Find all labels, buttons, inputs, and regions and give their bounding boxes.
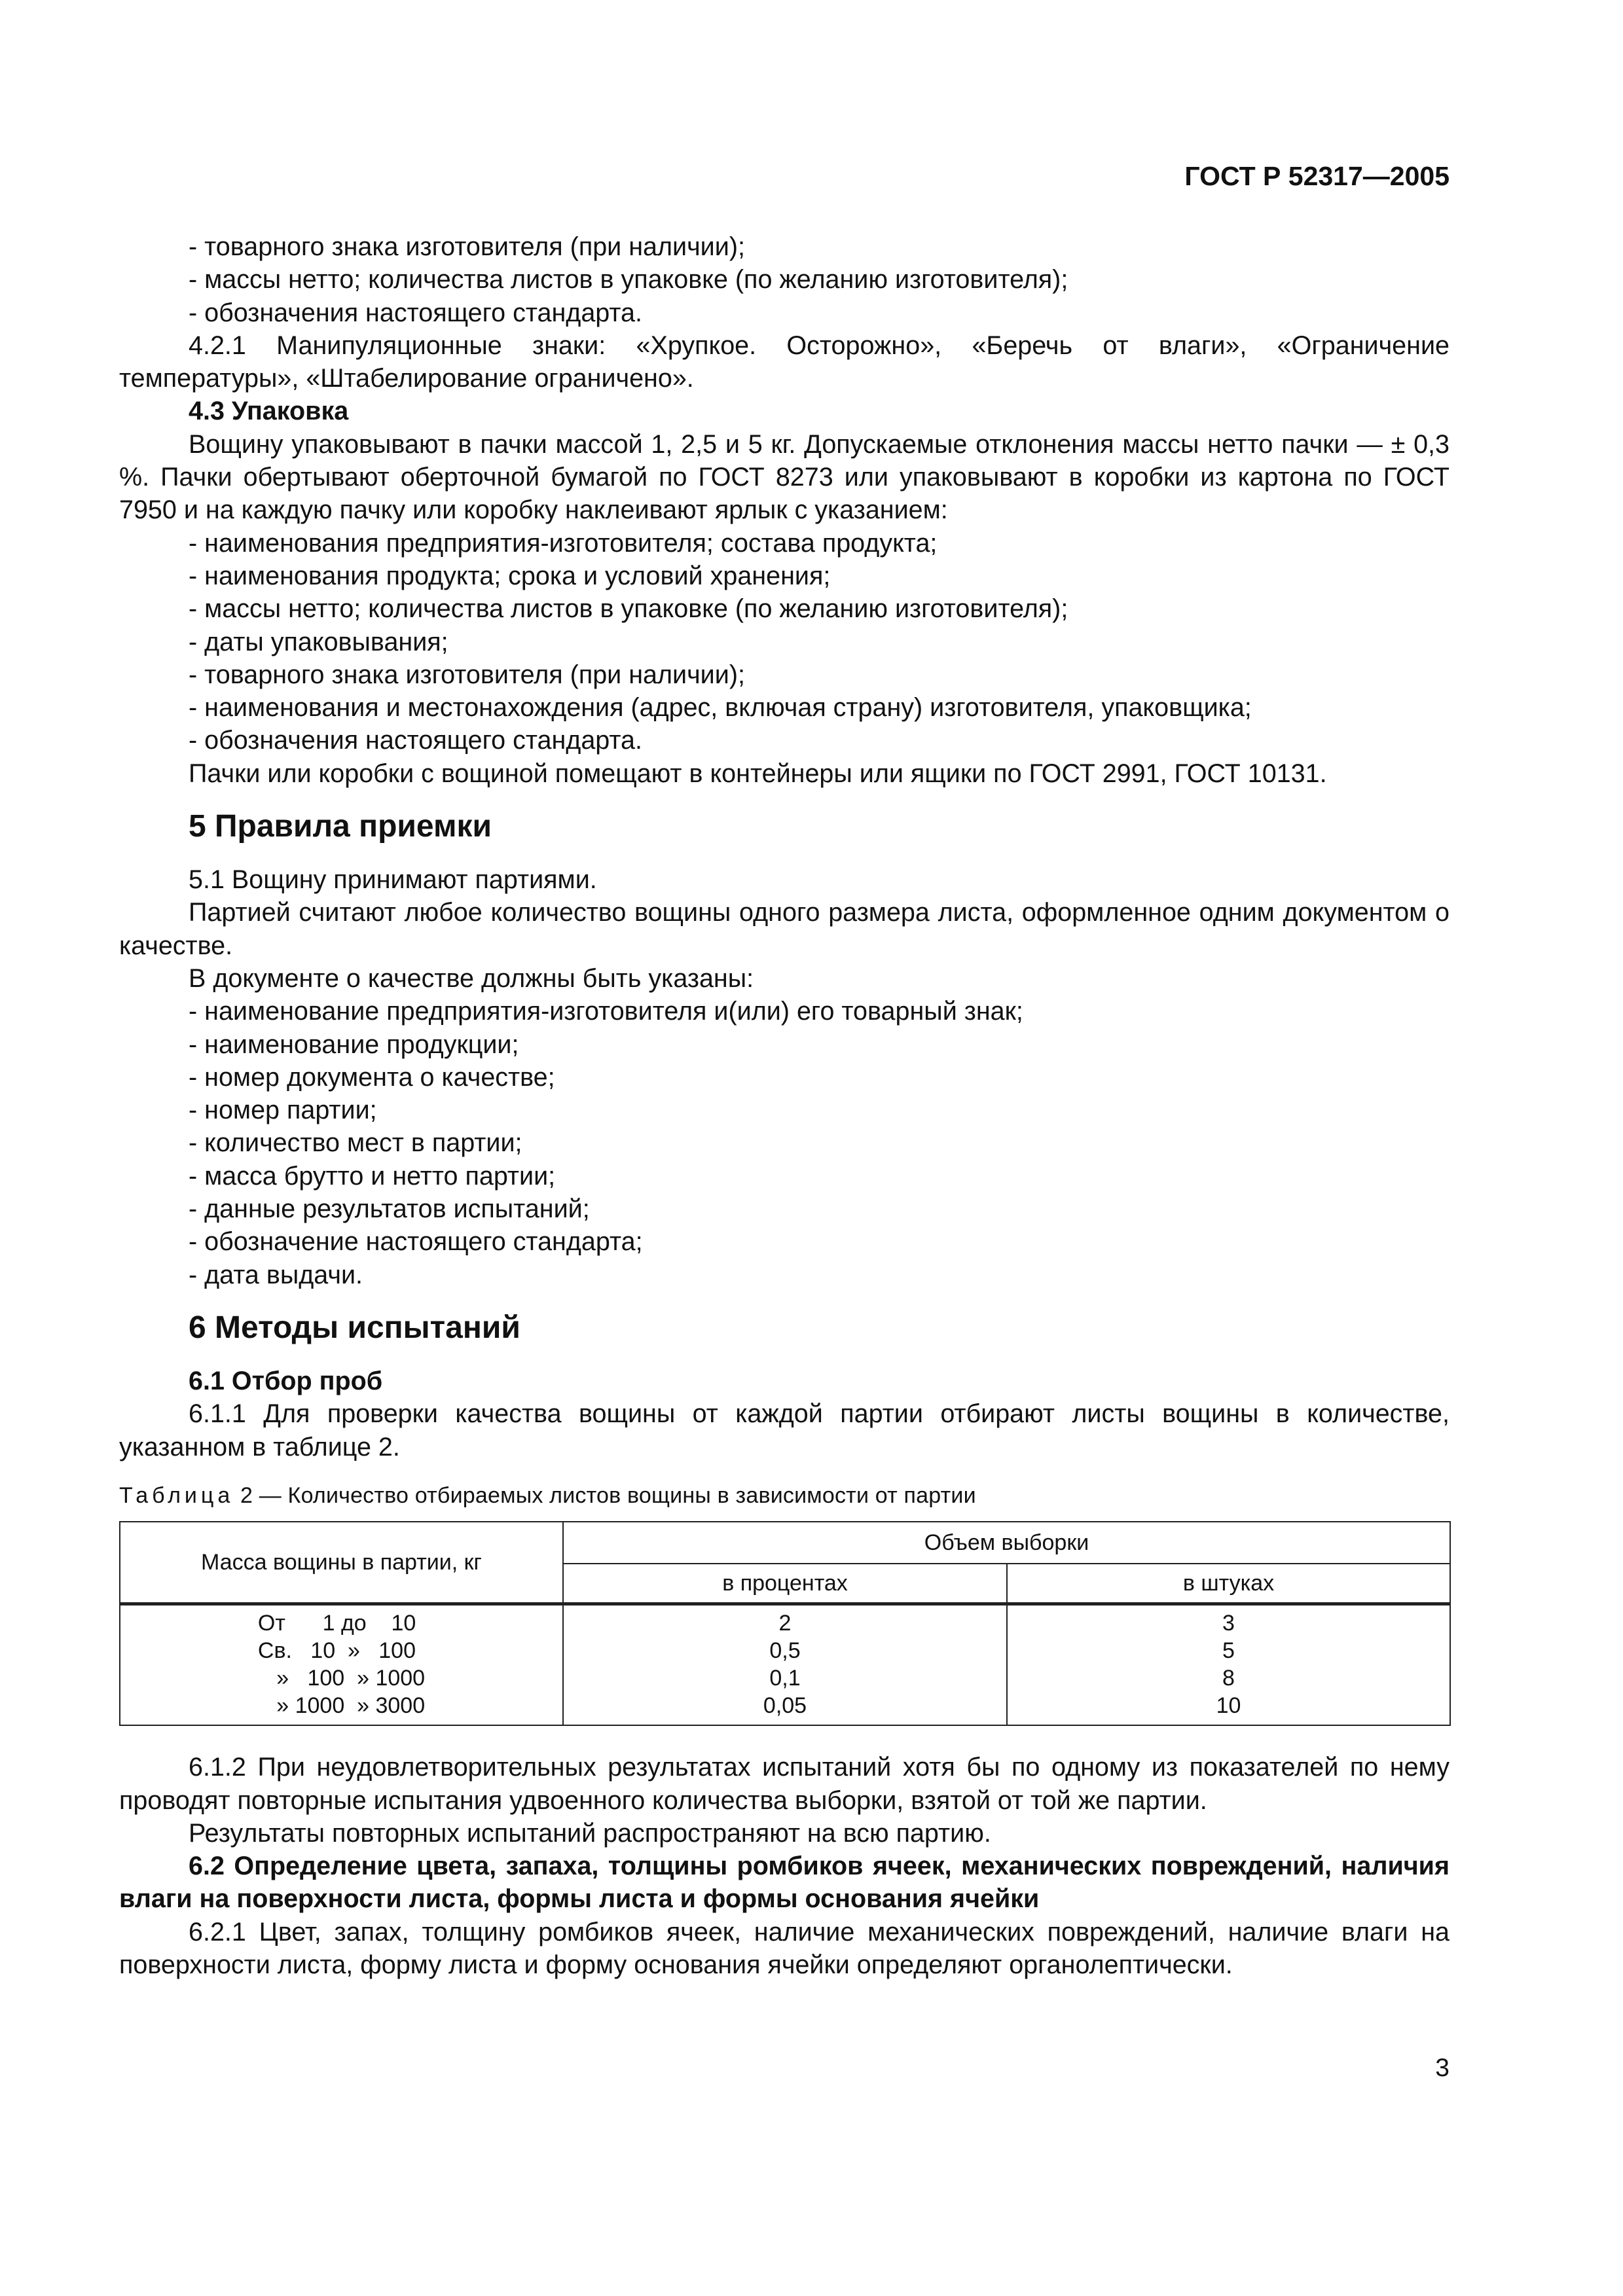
list-item: - обозначение настоящего стандарта; — [189, 1227, 643, 1257]
table-cell-pieces: 3 5 8 10 — [1007, 1604, 1450, 1726]
list-item: - дата выдачи. — [189, 1260, 363, 1289]
mass-ranges: От 1 до 10 Св. 10 » 100 » 100 » 1000 » 1000 » 3000 — [257, 1611, 426, 1719]
paragraph-4-2-1: 4.2.1 Манипуляционные знаки: «Хрупкое. Осторожно», «Беречь от влаги», «Ограничение температуры», «Штабелирование ограничено». — [119, 331, 1450, 393]
table-header-pieces: в штуках — [1007, 1564, 1450, 1604]
table-caption-text: 2 — Количество отбираемых листов вощины в зависимости от партии — [234, 1482, 976, 1508]
paragraph-5-1-doc: В документе о качестве должны быть указаны: — [189, 963, 754, 993]
paragraph-5-1-batch: Партией считают любое количество вощины одного размера листа, оформленное одним документом о качестве. — [119, 898, 1450, 960]
page-number: 3 — [1435, 2054, 1450, 2082]
table-header-mass: Масса вощины в партии, кг — [120, 1522, 563, 1604]
list-item: - обозначения настоящего стандарта. — [189, 298, 642, 327]
document-number-header: ГОСТ Р 52317—2005 — [1184, 161, 1450, 191]
paragraph-4-3-closing: Пачки или коробки с вощиной помещают в контейнеры или ящики по ГОСТ 2991, ГОСТ 10131. — [189, 759, 1327, 788]
section-heading-6: 6 Методы испытаний — [189, 1310, 520, 1345]
section-heading-6-1: 6.1 Отбор проб — [189, 1366, 383, 1395]
table-header-sample-volume: Объем выборки — [563, 1522, 1450, 1564]
list-item: - масса брутто и нетто партии; — [189, 1161, 556, 1191]
list-item: - массы нетто; количества листов в упаковке (по желанию изготовителя); — [189, 594, 1068, 624]
list-item: - даты упаковывания; — [189, 627, 448, 656]
list-item: - номер партии; — [189, 1096, 377, 1125]
list-item: - количество мест в партии; — [189, 1128, 522, 1158]
paragraph-6-2-1: 6.2.1 Цвет, запах, толщину ромбиков ячеек, наличие механических повреждений, наличие влаги на поверхности листа, форму листа и форму основания ячейки определяют органолептически. — [119, 1917, 1450, 1980]
table-cell-mass — [120, 1604, 563, 1726]
table-header-percent: в процентах — [563, 1564, 1007, 1604]
list-item: - номер документа о качестве; — [189, 1062, 555, 1092]
sample-size-table — [119, 1521, 1451, 1727]
page-content — [119, 230, 1450, 1981]
table-caption-label: Таблица — [119, 1482, 234, 1508]
list-item: - наименования предприятия-изготовителя; состава продукта; — [189, 528, 938, 558]
section-heading-4-3: 4.3 Упаковка — [189, 397, 349, 426]
paragraph-4-3-intro: Вощину упаковывают в пачки массой 1, 2,5 и 5 кг. Допускаемые отклонения массы нетто пачки — ± 0,3 %. Пачки обертывают оберточной бумагой по ГОСТ 8273 или упаковывают в коробки из картона по ГОСТ 7950 и на каждую пачку или коробку наклеивают ярлык с указанием: — [119, 429, 1450, 525]
list-item: - наименование предприятия-изготовителя и(или) его товарный знак; — [189, 997, 1023, 1026]
list-item: - данные результатов испытаний; — [189, 1194, 590, 1224]
paragraph-6-1-2-results: Результаты повторных испытаний распространяют на всю партию. — [189, 1818, 991, 1848]
table-caption — [119, 1482, 1450, 1509]
list-item: - наименования и местонахождения (адрес, включая страну) изготовителя, упаковщика; — [189, 693, 1252, 723]
table-row — [120, 1604, 1450, 1726]
list-item: - товарного знака изготовителя (при наличии); — [189, 232, 745, 261]
list-item: - товарного знака изготовителя (при наличии); — [189, 660, 745, 689]
section-heading-5: 5 Правила приемки — [189, 809, 492, 844]
list-item: - наименование продукции; — [189, 1030, 519, 1059]
list-item: - массы нетто; количества листов в упаковке (по желанию изготовителя); — [189, 265, 1068, 295]
list-item: - наименования продукта; срока и условий хранения; — [189, 561, 831, 590]
paragraph-5-1: 5.1 Вощину принимают партиями. — [189, 865, 597, 895]
section-heading-6-2: 6.2 Определение цвета, запаха, толщины ромбиков ячеек, механических повреждений, наличия влаги на поверхности листа, формы листа и формы основания ячейки — [119, 1852, 1450, 1914]
list-item: - обозначения настоящего стандарта. — [189, 726, 642, 755]
paragraph-6-1-2: 6.1.2 При неудовлетворительных результатах испытаний хотя бы по одному из показателей по нему проводят повторные испытания удвоенного количества выборки, взятой от той же партии. — [119, 1753, 1450, 1815]
table-cell-percent: 2 0,5 0,1 0,05 — [563, 1604, 1007, 1726]
paragraph-6-1-1: 6.1.1 Для проверки качества вощины от каждой партии отбирают листы вощины в количестве, указанном в таблице 2. — [119, 1399, 1450, 1462]
